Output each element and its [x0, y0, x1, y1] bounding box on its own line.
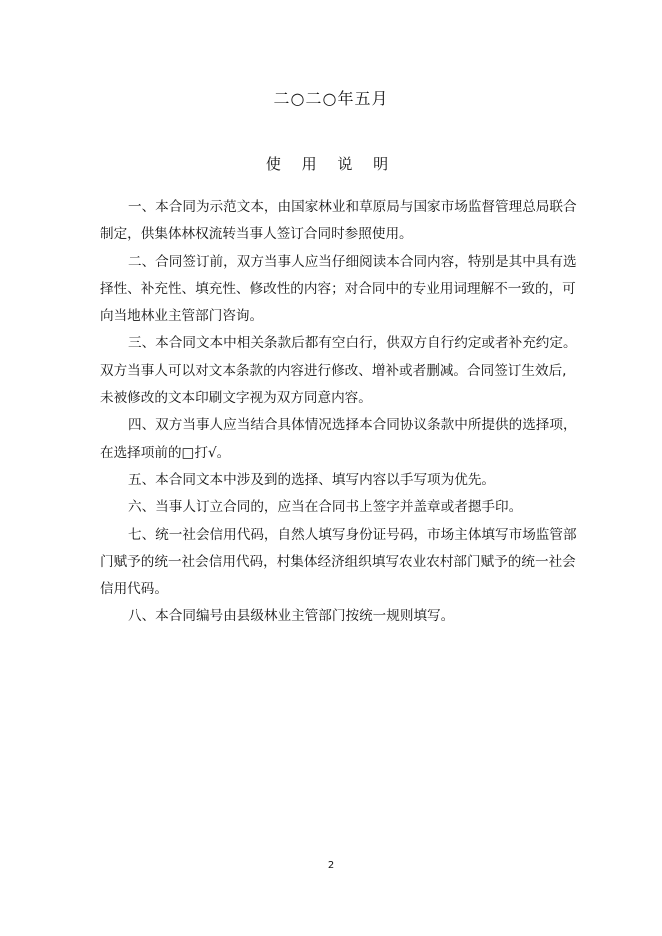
- paragraph-line: 信用代码。: [100, 581, 168, 598]
- paragraph-line: 六、当事人订立合同的，应当在合同书上签字并盖章或者摁手印。: [128, 499, 523, 516]
- instruction-paragraph: [100, 524, 577, 606]
- paragraph-line: 门赋予的统一社会信用代码，村集体经济组织填写农业农村部门赋予的统一社会: [100, 553, 576, 570]
- paragraph-line: 未被修改的文本印刷文字视为双方同意内容。: [100, 390, 372, 407]
- instruction-paragraph: [100, 605, 562, 632]
- paragraph-line: 五、本合同文本中涉及到的选择、填写内容以手写项为优先。: [128, 471, 496, 488]
- instructions-body: [100, 196, 577, 633]
- section-heading: 使 用 说 明: [265, 155, 397, 173]
- paragraph-line: 向当地林业主管部门咨询。: [100, 308, 264, 325]
- instruction-paragraph: [100, 469, 562, 496]
- instruction-paragraph: [100, 496, 562, 523]
- paragraph-line: 三、本合同文本中相关条款后都有空白行，供双方自行约定或者补充约定。: [128, 335, 577, 352]
- paragraph-line: 在选择项前的□打√。: [100, 444, 231, 461]
- paragraph-line: 七、统一社会信用代码，自然人填写身份证号码，市场主体填写市场监管部: [128, 526, 577, 543]
- paragraph-line: 二、合同签订前，双方当事人应当仔细阅读本合同内容，特别是其中具有选: [128, 253, 577, 270]
- paragraph-line: 八、本合同编号由县级林业主管部门按统一规则填写。: [128, 608, 455, 625]
- instruction-paragraph: [100, 332, 577, 414]
- paragraph-line: 四、双方当事人应当结合具体情况选择本合同协议条款中所提供的选择项，: [128, 417, 577, 434]
- document-date: 二○二○年五月: [273, 89, 389, 108]
- paragraph-line: 择性、补充性、填充性、修改性的内容；对合同中的专业用词理解不一致的，可: [100, 280, 576, 297]
- instruction-paragraph: [100, 414, 577, 469]
- instruction-paragraph: [100, 196, 577, 251]
- instruction-paragraph: [100, 251, 577, 333]
- page-number: 2: [327, 860, 335, 871]
- paragraph-line: 制定，供集体林权流转当事人签订合同时参照使用。: [100, 226, 413, 243]
- paragraph-line: 双方当事人可以对文本条款的内容进行修改、增补或者删减。合同签订生效后,: [100, 362, 567, 379]
- paragraph-line: 一、本合同为示范文本，由国家林业和草原局与国家市场监督管理总局联合: [128, 199, 577, 215]
